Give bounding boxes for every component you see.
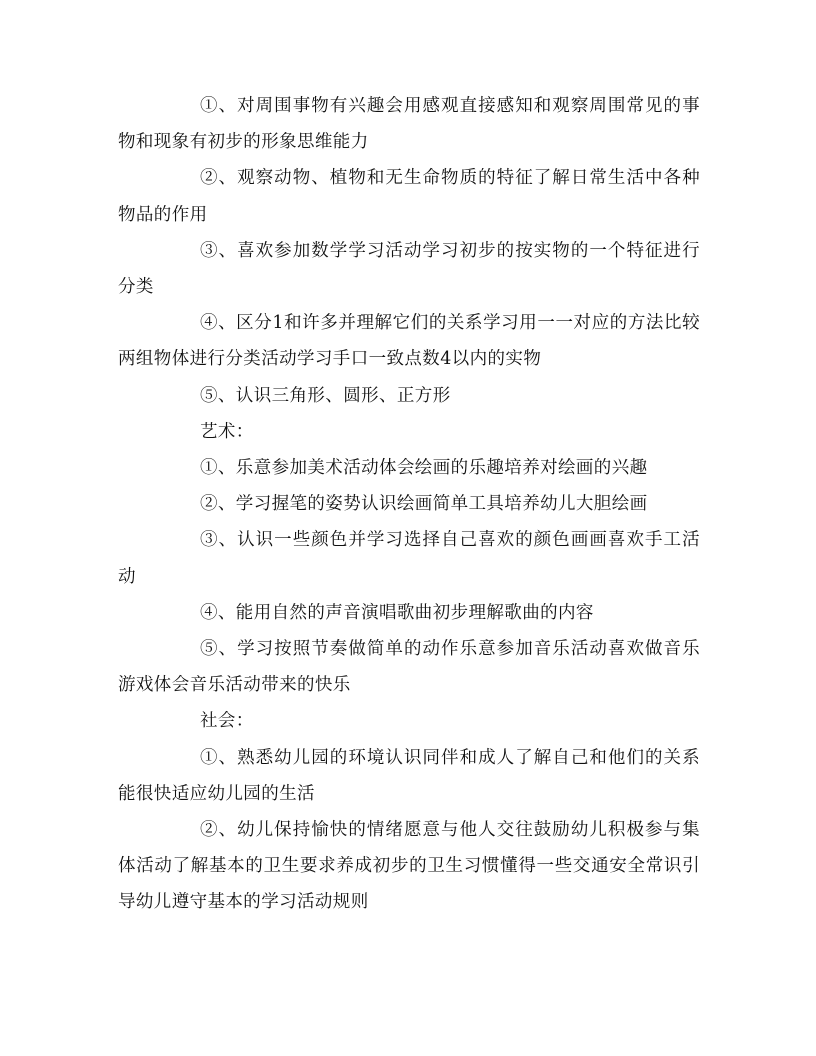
document-body bbox=[118, 88, 700, 921]
section-heading-society: 社会： bbox=[200, 711, 254, 732]
paragraph-science-4: ④、区分1和许多并理解它们的关系学习用一一对应的方法比较两组物体进行分类活动学习手口一致点数4以内的实物 bbox=[118, 313, 700, 370]
paragraph-art-2: ②、学习握笔的姿势认识绘画简单工具培养幼儿大胆绘画 bbox=[200, 494, 648, 515]
paragraph-society-1: ①、熟悉幼儿园的环境认识同伴和成人了解自己和他们的关系能很快适应幼儿园的生活 bbox=[118, 747, 700, 804]
paragraph-art-1: ①、乐意参加美术活动体会绘画的乐趣培养对绘画的兴趣 bbox=[200, 458, 648, 479]
paragraph-art-5: ⑤、学习按照节奏做简单的动作乐意参加音乐活动喜欢做音乐游戏体会音乐活动带来的快乐 bbox=[118, 639, 700, 696]
paragraph-art-3: ③、认识一些颜色并学习选择自己喜欢的颜色画画喜欢手工活动 bbox=[118, 530, 700, 587]
paragraph-science-1: ①、对周围事物有兴趣会用感观直接感知和观察周围常见的事物和现象有初步的形象思维能力 bbox=[118, 96, 700, 153]
paragraph-science-2: ②、观察动物、植物和无生命物质的特征了解日常生活中各种物品的作用 bbox=[118, 168, 700, 225]
paragraph-art-4: ④、能用自然的声音演唱歌曲初步理解歌曲的内容 bbox=[200, 602, 594, 623]
paragraph-society-2: ②、幼儿保持愉快的情绪愿意与他人交往鼓励幼儿积极参与集体活动了解基本的卫生要求养成初步的卫生习惯懂得一些交通安全常识引导幼儿遵守基本的学习活动规则 bbox=[118, 820, 700, 913]
section-heading-art: 艺术： bbox=[200, 421, 254, 442]
paragraph-science-3: ③、喜欢参加数学学习活动学习初步的按实物的一个特征进行分类 bbox=[118, 240, 700, 298]
paragraph-science-5: ⑤、认识三角形、圆形、正方形 bbox=[200, 385, 451, 406]
